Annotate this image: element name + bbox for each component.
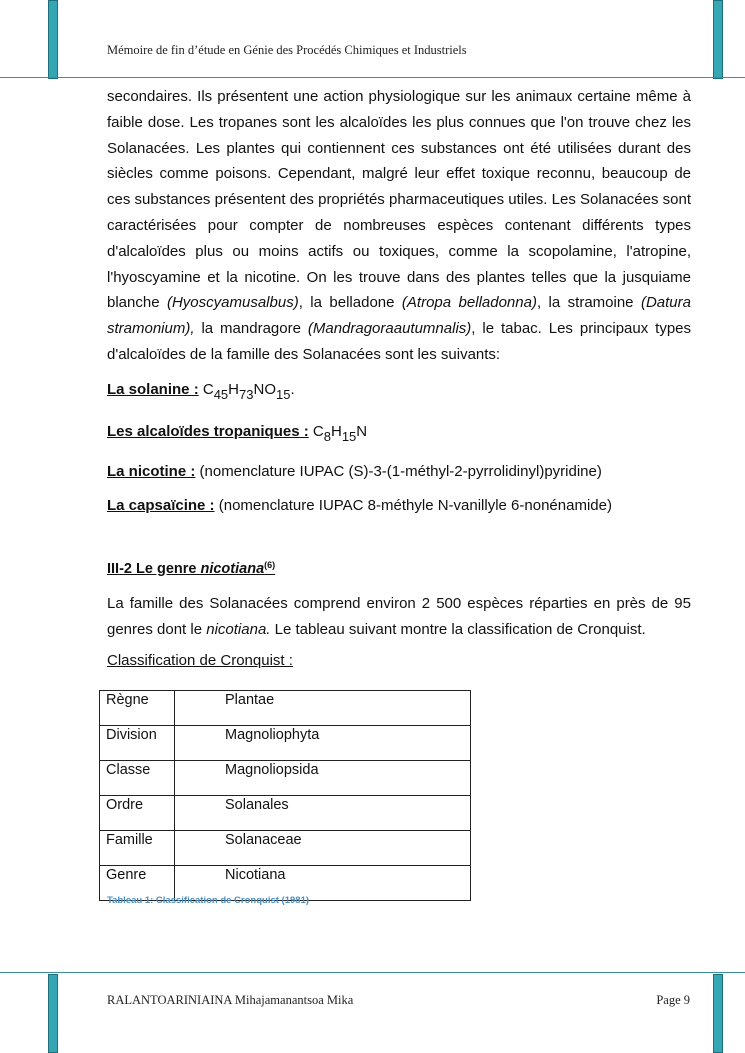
footer-left-bar — [48, 974, 58, 1053]
paragraph-alkaloids: secondaires. Ils présentent une action physiologique sur les animaux certaine même à faible dose. Les tropanes sont les alcaloïdes les plus connues que l'on trouve chez les Solanacées. Les plantes qui contiennent ces substances ont été utilisées durant des siècles comme poisons. Cependant, malgré leur effet toxique reconnu, beaucoup de ces substances présentent des propriétés pharmaceutiques utiles. Les Solanacées sont caractérisées pour compter de nombreuses espèces contenant différents types d'alcaloïdes plus ou moins actifs ou toxiques, comme la scopolamine, l'atropine, l'hyoscyamine et la nicotine. On les trouve dans des plantes telles que la jusquiame blanche (Hyoscyamusalbus), la belladone (Atropa belladonna), la stramoine (Datura stramonium), la mandragore (Mandragoraautumnalis), le tabac. Les principaux types d'alcaloïdes de la famille des Solanacées sont les suivants: — [107, 88, 692, 363]
table-cell-value: Nicotiana — [175, 866, 471, 901]
table-row — [100, 761, 471, 796]
header-right-bar — [713, 0, 723, 79]
table-caption: Tableau 1: Classification de Cronquist (1981) — [107, 895, 310, 906]
definition-nicotine: La nicotine : (nomenclature IUPAC (S)-3-(1-méthyl-2-pyrrolidinyl)pyridine) — [107, 462, 602, 480]
classification-heading: Classification de Cronquist : — [107, 652, 293, 670]
table-cell-value: Magnoliopsida — [175, 761, 471, 796]
table-cell-value: Magnoliophyta — [175, 726, 471, 761]
table-cell-value: Solanales — [175, 796, 471, 831]
table-row — [100, 691, 471, 726]
table-cell-rank: Classe — [100, 761, 175, 796]
solanine-label: La solanine : — [107, 380, 199, 398]
table-cell-rank: Genre — [100, 866, 175, 901]
table-cell-value: Plantae — [175, 691, 471, 726]
table-cell-value: Solanaceae — [175, 831, 471, 866]
classification-table — [99, 690, 471, 901]
table-row — [100, 796, 471, 831]
page-body — [107, 84, 691, 669]
paragraph-solanaceae: La famille des Solanacées comprend environ 2 500 espèces réparties en près de 95 genres dont le nicotiana. Le tableau suivant montre la classification de Cronquist. — [107, 594, 691, 638]
header-title: Mémoire de fin d’étude en Génie des Procédés Chimiques et Industriels — [107, 43, 467, 57]
footer-page-number: Page 9 — [656, 993, 690, 1007]
tropanes-label: Les alcaloïdes tropaniques : — [107, 422, 309, 440]
table-cell-rank: Règne — [100, 691, 175, 726]
footer-rule — [0, 972, 745, 973]
footer-author: RALANTOARINIAINA Mihajamanantsoa Mika — [107, 993, 354, 1007]
nicotine-label: La nicotine : — [107, 462, 196, 480]
header-rule — [0, 77, 745, 78]
header-left-bar — [48, 0, 58, 79]
capsaicine-label: La capsaïcine : — [107, 496, 215, 514]
definition-capsaicine: La capsaïcine : (nomenclature IUPAC 8-méthyle N-vanillyle 6-nonénamide) — [107, 496, 612, 514]
table-cell-rank: Division — [100, 726, 175, 761]
table-cell-rank: Ordre — [100, 796, 175, 831]
tropanes-formula: $C_8H_{15}N$ — [312, 422, 368, 444]
footer-right-bar — [713, 974, 723, 1053]
solanine-formula: $C_{45}H_{73}NO_{15}$. — [202, 380, 295, 402]
table-cell-rank: Famille — [100, 831, 175, 866]
table-row — [100, 831, 471, 866]
definition-solanine — [107, 380, 691, 400]
section-heading-nicotiana: III-2 Le genre nicotiana$^{(6)}$ — [107, 559, 276, 577]
definition-tropanes — [107, 422, 691, 442]
table-row — [100, 726, 471, 761]
